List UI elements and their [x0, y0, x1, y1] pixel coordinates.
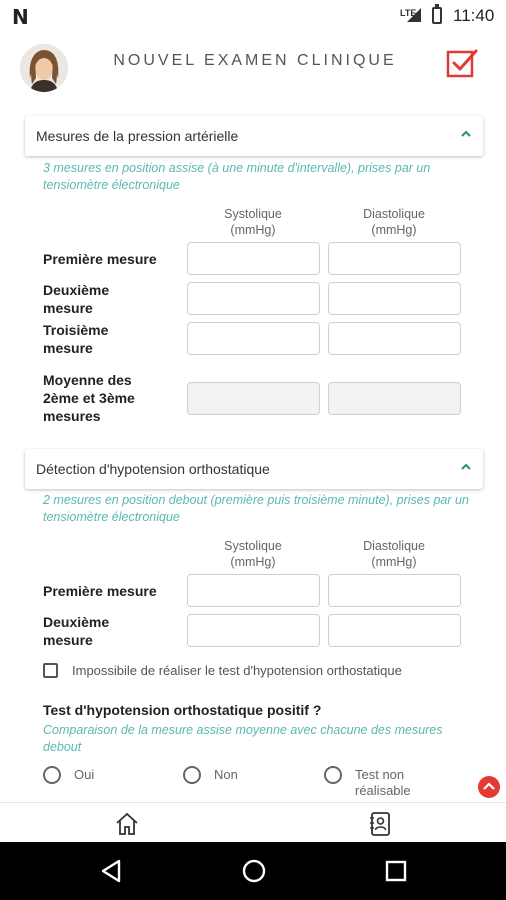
status-bar [0, 0, 506, 32]
chevron-up-icon[interactable] [461, 462, 471, 472]
column-header-diastolic: Diastolique (mmHg) [363, 207, 425, 237]
standing-diastolic-input-2[interactable] [328, 614, 461, 647]
radio-label: Test non réalisable [355, 767, 411, 798]
signal-icon [407, 8, 421, 22]
checkbox-label: Impossibile de réaliser le test d'hypotension orthostatique [72, 663, 402, 678]
form-content[interactable] [0, 104, 506, 802]
diastolic-input-2[interactable] [328, 282, 461, 315]
systolic-input-2[interactable] [187, 282, 320, 315]
diastolic-input-1[interactable] [328, 242, 461, 275]
section-note: 3 mesures en position assise (à une minute d'intervalle), prises par un tensiomètre électronique [43, 161, 431, 192]
radio-test-non-realisable[interactable] [324, 766, 342, 784]
row-label: Troisième mesure [43, 322, 109, 356]
column-header-systolic: Systolique (mmHg) [224, 539, 282, 569]
system-nav-bar [0, 842, 506, 900]
n-app-icon: N [12, 5, 29, 29]
systolic-average-field [187, 382, 320, 415]
row-label: Première mesure [43, 251, 157, 267]
home-icon[interactable] [114, 811, 140, 837]
column-header-systolic: Systolique (mmHg) [224, 207, 282, 237]
radio-label: Oui [74, 767, 95, 782]
back-icon[interactable] [100, 859, 122, 883]
scroll-up-icon[interactable] [478, 776, 500, 798]
question-note: Comparaison de la mesure assise moyenne avec chacune des mesures debout [43, 723, 443, 754]
battery-icon [432, 7, 442, 24]
network-type: LTE [400, 8, 417, 18]
section-note: 2 mesures en position debout (première puis troisième minute), prises par un tensiomètre électronique [43, 493, 469, 524]
avatar[interactable] [20, 44, 68, 92]
standing-diastolic-input-1[interactable] [328, 574, 461, 607]
checkbox-check-icon[interactable] [446, 48, 478, 78]
radio-non[interactable] [183, 766, 201, 784]
standing-systolic-input-1[interactable] [187, 574, 320, 607]
app-bar [0, 32, 506, 104]
diastolic-average-field [328, 382, 461, 415]
section-header-blood-pressure[interactable] [25, 116, 483, 156]
radio-oui[interactable] [43, 766, 61, 784]
systolic-input-3[interactable] [187, 322, 320, 355]
chevron-up-icon[interactable] [461, 129, 471, 139]
impossible-test-checkbox[interactable] [43, 663, 58, 678]
clock: 11:40 [453, 6, 495, 25]
radio-label: Non [214, 767, 238, 782]
question-title: Test d'hypotension orthostatique positif ? [43, 702, 322, 718]
row-label: Première mesure [43, 583, 157, 599]
bottom-nav [0, 802, 506, 842]
section-title: Mesures de la pression artérielle [36, 128, 239, 144]
row-label: Deuxième mesure [43, 282, 110, 316]
contact-book-icon[interactable] [368, 811, 392, 837]
home-circle-icon[interactable] [242, 859, 266, 883]
row-label: Deuxième mesure [43, 614, 110, 648]
diastolic-input-3[interactable] [328, 322, 461, 355]
row-label: Moyenne des 2ème et 3ème mesures [43, 372, 135, 424]
page-title: NOUVEL EXAMEN CLINIQUE [113, 52, 397, 69]
systolic-input-1[interactable] [187, 242, 320, 275]
section-header-orthostatic[interactable] [25, 449, 483, 489]
standing-systolic-input-2[interactable] [187, 614, 320, 647]
recents-icon[interactable] [385, 860, 407, 882]
section-title: Détection d'hypotension orthostatique [36, 461, 270, 477]
column-header-diastolic: Diastolique (mmHg) [363, 539, 425, 569]
